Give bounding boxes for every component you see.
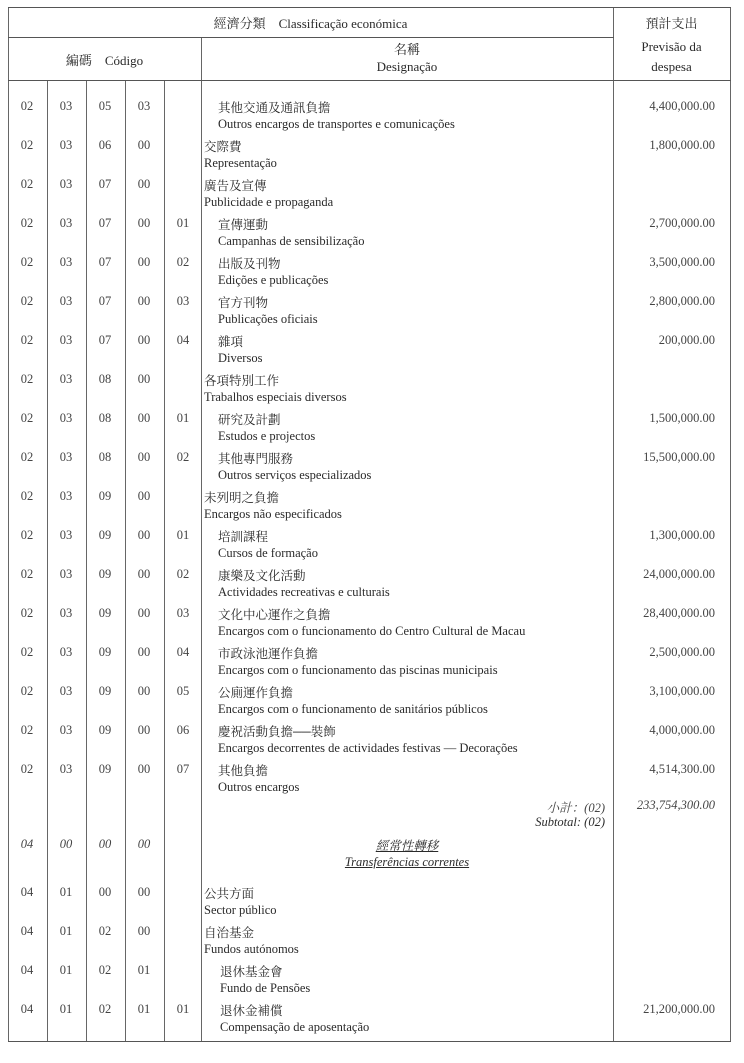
code-cell-3: 07 bbox=[98, 294, 112, 308]
code-cell-2: 03 bbox=[59, 216, 73, 230]
subtotal-label-zh: 小計：(02) bbox=[546, 801, 605, 815]
code-cell-1: 02 bbox=[20, 255, 34, 269]
table-row bbox=[8, 329, 731, 368]
section-code-1: 04 bbox=[20, 837, 34, 851]
designation-zh: 其他專門服務 bbox=[218, 452, 294, 466]
code-cell-2: 03 bbox=[59, 177, 73, 191]
code-cell-3: 02 bbox=[98, 963, 112, 977]
amount-cell: 2,500,000.00 bbox=[649, 645, 715, 659]
designation-pt: Encargos com o funcionamento do Centro Cultural de Macau bbox=[218, 624, 526, 638]
code-cell-1: 02 bbox=[20, 138, 34, 152]
code-cell-5: 05 bbox=[176, 684, 190, 698]
table-row bbox=[8, 881, 731, 920]
code-cell-1: 04 bbox=[20, 963, 34, 977]
code-cell-4: 00 bbox=[137, 645, 151, 659]
designation-pt: Trabalhos especiais diversos bbox=[204, 390, 347, 404]
code-cell-1: 02 bbox=[20, 411, 34, 425]
code-cell-2: 01 bbox=[59, 924, 73, 938]
section-code-2: 00 bbox=[59, 837, 73, 851]
code-cell-2: 03 bbox=[59, 333, 73, 347]
designation-zh: 各項特別工作 bbox=[204, 374, 280, 388]
section-title-zh: 經常性轉移 bbox=[375, 839, 439, 853]
code-cell-3: 08 bbox=[98, 372, 112, 386]
amount-cell: 1,800,000.00 bbox=[649, 138, 715, 152]
amount-cell: 4,514,300.00 bbox=[649, 762, 715, 776]
code-heading bbox=[8, 50, 201, 69]
designation-zh: 其他負擔 bbox=[218, 764, 269, 778]
table-row bbox=[8, 719, 731, 758]
code-cell-3: 07 bbox=[98, 255, 112, 269]
forecast-heading-pt-line1: Previsão da bbox=[641, 39, 702, 54]
code-cell-5: 02 bbox=[176, 450, 190, 464]
code-cell-2: 01 bbox=[59, 963, 73, 977]
code-cell-4: 00 bbox=[137, 450, 151, 464]
header-rule-1 bbox=[8, 37, 614, 38]
code-cell-3: 09 bbox=[98, 567, 112, 581]
designation-zh: 研究及計劃 bbox=[218, 413, 281, 427]
table-row bbox=[8, 485, 731, 524]
designation-zh: 培訓課程 bbox=[218, 530, 269, 544]
code-cell-4: 00 bbox=[137, 294, 151, 308]
table-row bbox=[8, 920, 731, 959]
code-cell-5: 07 bbox=[176, 762, 190, 776]
designation-zh: 其他交通及通訊負擔 bbox=[218, 101, 331, 115]
code-cell-5: 06 bbox=[176, 723, 190, 737]
code-cell-4: 00 bbox=[137, 528, 151, 542]
code-cell-1: 04 bbox=[20, 1002, 34, 1016]
code-cell-2: 03 bbox=[59, 567, 73, 581]
amount-cell: 3,100,000.00 bbox=[649, 684, 715, 698]
amount-cell: 1,500,000.00 bbox=[649, 411, 715, 425]
table-row bbox=[8, 95, 731, 134]
table-row bbox=[8, 524, 731, 563]
designation-heading-zh: 名稱 bbox=[393, 42, 420, 57]
code-cell-3: 08 bbox=[98, 411, 112, 425]
code-cell-4: 03 bbox=[137, 99, 151, 113]
designation-pt: Actividades recreativas e culturais bbox=[218, 585, 390, 599]
designation-pt: Outros encargos bbox=[218, 780, 300, 794]
designation-zh: 公廁運作負擔 bbox=[218, 686, 294, 700]
code-cell-1: 02 bbox=[20, 99, 34, 113]
designation-pt: Compensação de aposentação bbox=[220, 1020, 370, 1034]
code-cell-3: 09 bbox=[98, 528, 112, 542]
designation-pt: Fundos autónomos bbox=[204, 942, 299, 956]
designation-pt: Outros encargos de transportes e comunicações bbox=[218, 117, 455, 131]
code-cell-3: 07 bbox=[98, 216, 112, 230]
classification-heading bbox=[8, 13, 613, 32]
code-cell-3: 09 bbox=[98, 723, 112, 737]
table-row bbox=[8, 173, 731, 212]
code-cell-5: 01 bbox=[176, 1002, 190, 1016]
designation-pt: Publicidade e propaganda bbox=[204, 195, 334, 209]
code-cell-5: 04 bbox=[176, 645, 190, 659]
designation-pt: Edições e publicações bbox=[218, 273, 329, 287]
code-cell-2: 03 bbox=[59, 606, 73, 620]
code-cell-1: 02 bbox=[20, 645, 34, 659]
code-cell-1: 02 bbox=[20, 528, 34, 542]
code-cell-2: 03 bbox=[59, 255, 73, 269]
code-cell-3: 02 bbox=[98, 1002, 112, 1016]
code-cell-4: 00 bbox=[137, 885, 151, 899]
code-cell-1: 02 bbox=[20, 177, 34, 191]
designation-zh: 宣傳運動 bbox=[218, 218, 269, 232]
code-cell-1: 02 bbox=[20, 723, 34, 737]
code-cell-2: 03 bbox=[59, 723, 73, 737]
code-cell-2: 03 bbox=[59, 411, 73, 425]
designation-pt: Encargos não especificados bbox=[204, 507, 342, 521]
code-cell-5: 02 bbox=[176, 255, 190, 269]
amount-cell: 21,200,000.00 bbox=[643, 1002, 715, 1016]
code-cell-1: 02 bbox=[20, 489, 34, 503]
designation-pt: Sector público bbox=[204, 903, 277, 917]
code-cell-4: 00 bbox=[137, 489, 151, 503]
designation-zh: 雜項 bbox=[218, 335, 244, 349]
table-row bbox=[8, 212, 731, 251]
code-cell-2: 03 bbox=[59, 684, 73, 698]
budget-table bbox=[8, 7, 731, 1042]
amount-cell: 24,000,000.00 bbox=[643, 567, 715, 581]
code-cell-1: 02 bbox=[20, 684, 34, 698]
table-row bbox=[8, 998, 731, 1037]
amount-cell: 4,400,000.00 bbox=[649, 99, 715, 113]
subtotal-row bbox=[8, 794, 731, 833]
table-row bbox=[8, 446, 731, 485]
designation-heading-pt: Designação bbox=[376, 59, 438, 74]
code-cell-1: 02 bbox=[20, 606, 34, 620]
table-row bbox=[8, 134, 731, 173]
code-cell-1: 04 bbox=[20, 924, 34, 938]
amount-cell: 1,300,000.00 bbox=[649, 528, 715, 542]
designation-zh: 官方刊物 bbox=[218, 296, 269, 310]
table-row bbox=[8, 368, 731, 407]
amount-cell: 2,800,000.00 bbox=[649, 294, 715, 308]
designation-pt: Campanhas de sensibilização bbox=[218, 234, 365, 248]
code-cell-5: 03 bbox=[176, 294, 190, 308]
code-cell-5: 02 bbox=[176, 567, 190, 581]
table-row bbox=[8, 563, 731, 602]
code-cell-1: 04 bbox=[20, 885, 34, 899]
code-cell-4: 00 bbox=[137, 177, 151, 191]
designation-zh: 文化中心運作之負擔 bbox=[218, 608, 331, 622]
code-cell-3: 09 bbox=[98, 645, 112, 659]
designation-pt: Cursos de formação bbox=[218, 546, 318, 560]
code-cell-2: 03 bbox=[59, 450, 73, 464]
designation-pt: Outros serviços especializados bbox=[218, 468, 372, 482]
code-cell-4: 00 bbox=[137, 924, 151, 938]
code-cell-3: 08 bbox=[98, 450, 112, 464]
designation-zh: 交際費 bbox=[204, 140, 242, 154]
table-row bbox=[8, 602, 731, 641]
designation-zh: 公共方面 bbox=[204, 887, 255, 901]
code-cell-5: 04 bbox=[176, 333, 190, 347]
amount-cell: 28,400,000.00 bbox=[643, 606, 715, 620]
code-cell-1: 02 bbox=[20, 216, 34, 230]
header-rule-2 bbox=[8, 80, 731, 81]
section-code-4: 00 bbox=[137, 837, 151, 851]
table-row bbox=[8, 959, 731, 998]
code-cell-4: 01 bbox=[137, 1002, 151, 1016]
designation-zh: 退休基金會 bbox=[220, 965, 283, 979]
code-cell-1: 02 bbox=[20, 372, 34, 386]
section-heading-row bbox=[8, 833, 731, 878]
designation-pt: Diversos bbox=[218, 351, 263, 365]
designation-zh: 出版及刊物 bbox=[218, 257, 281, 271]
code-cell-3: 02 bbox=[98, 924, 112, 938]
code-cell-2: 03 bbox=[59, 294, 73, 308]
code-cell-2: 03 bbox=[59, 372, 73, 386]
classification-heading-zh: 經濟分類 bbox=[213, 16, 266, 31]
code-cell-4: 00 bbox=[137, 567, 151, 581]
code-cell-2: 01 bbox=[59, 1002, 73, 1016]
subtotal-label-pt: Subtotal: (02) bbox=[535, 815, 605, 829]
code-cell-1: 02 bbox=[20, 762, 34, 776]
code-cell-2: 01 bbox=[59, 885, 73, 899]
table-row bbox=[8, 758, 731, 797]
code-cell-3: 07 bbox=[98, 177, 112, 191]
designation-zh: 自治基金 bbox=[204, 926, 255, 940]
code-cell-2: 03 bbox=[59, 762, 73, 776]
section-code-3: 00 bbox=[98, 837, 112, 851]
table-row bbox=[8, 251, 731, 290]
code-cell-4: 00 bbox=[137, 333, 151, 347]
code-cell-2: 03 bbox=[59, 528, 73, 542]
code-cell-2: 03 bbox=[59, 489, 73, 503]
table-row bbox=[8, 407, 731, 446]
code-cell-3: 09 bbox=[98, 762, 112, 776]
code-cell-1: 02 bbox=[20, 567, 34, 581]
code-cell-4: 00 bbox=[137, 684, 151, 698]
designation-zh: 廣告及宣傳 bbox=[204, 179, 267, 193]
code-cell-4: 00 bbox=[137, 723, 151, 737]
classification-heading-pt: Classificação económica bbox=[278, 16, 408, 31]
section-title-pt: Transferências correntes bbox=[344, 855, 470, 869]
code-cell-4: 00 bbox=[137, 411, 151, 425]
code-cell-3: 06 bbox=[98, 138, 112, 152]
designation-zh: 退休金補償 bbox=[220, 1004, 283, 1018]
amount-cell: 200,000.00 bbox=[658, 333, 715, 347]
code-cell-5: 03 bbox=[176, 606, 190, 620]
code-cell-3: 09 bbox=[98, 684, 112, 698]
forecast-heading-zh: 預計支出 bbox=[645, 16, 698, 31]
code-heading-zh: 編碼 bbox=[65, 53, 92, 68]
code-cell-3: 09 bbox=[98, 489, 112, 503]
designation-zh: 慶祝活動負擔──裝飾 bbox=[218, 725, 336, 739]
code-cell-2: 03 bbox=[59, 645, 73, 659]
amount-cell: 4,000,000.00 bbox=[649, 723, 715, 737]
code-cell-4: 01 bbox=[137, 963, 151, 977]
code-cell-5: 01 bbox=[176, 528, 190, 542]
code-cell-3: 05 bbox=[98, 99, 112, 113]
code-cell-4: 00 bbox=[137, 138, 151, 152]
code-cell-1: 02 bbox=[20, 450, 34, 464]
code-cell-2: 03 bbox=[59, 99, 73, 113]
designation-zh: 市政泳池運作負擔 bbox=[218, 647, 319, 661]
code-cell-1: 02 bbox=[20, 333, 34, 347]
code-cell-4: 00 bbox=[137, 606, 151, 620]
designation-pt: Encargos com o funcionamento de sanitários públicos bbox=[218, 702, 488, 716]
table-row bbox=[8, 680, 731, 719]
designation-pt: Representação bbox=[204, 156, 277, 170]
table-row bbox=[8, 641, 731, 680]
code-cell-4: 00 bbox=[137, 372, 151, 386]
designation-pt: Encargos com o funcionamento das piscinas municipais bbox=[218, 663, 498, 677]
code-cell-3: 09 bbox=[98, 606, 112, 620]
subtotal-amount: 233,754,300.00 bbox=[636, 798, 715, 812]
table-row bbox=[8, 290, 731, 329]
code-cell-4: 00 bbox=[137, 216, 151, 230]
code-cell-1: 02 bbox=[20, 294, 34, 308]
code-heading-pt: Código bbox=[104, 53, 144, 68]
code-cell-4: 00 bbox=[137, 762, 151, 776]
amount-cell: 15,500,000.00 bbox=[643, 450, 715, 464]
code-cell-2: 03 bbox=[59, 138, 73, 152]
code-cell-5: 01 bbox=[176, 411, 190, 425]
code-cell-5: 01 bbox=[176, 216, 190, 230]
code-cell-3: 00 bbox=[98, 885, 112, 899]
designation-pt: Publicações oficiais bbox=[218, 312, 318, 326]
designation-zh: 未列明之負擔 bbox=[204, 491, 280, 505]
code-cell-3: 07 bbox=[98, 333, 112, 347]
amount-cell: 3,500,000.00 bbox=[649, 255, 715, 269]
designation-zh: 康樂及文化活動 bbox=[218, 569, 306, 583]
code-cell-4: 00 bbox=[137, 255, 151, 269]
designation-pt: Estudos e projectos bbox=[218, 429, 316, 443]
amount-cell: 2,700,000.00 bbox=[649, 216, 715, 230]
forecast-heading-pt-line2: despesa bbox=[651, 59, 692, 74]
designation-pt: Encargos decorrentes de actividades festivas — Decorações bbox=[218, 741, 518, 755]
designation-pt: Fundo de Pensões bbox=[220, 981, 311, 995]
